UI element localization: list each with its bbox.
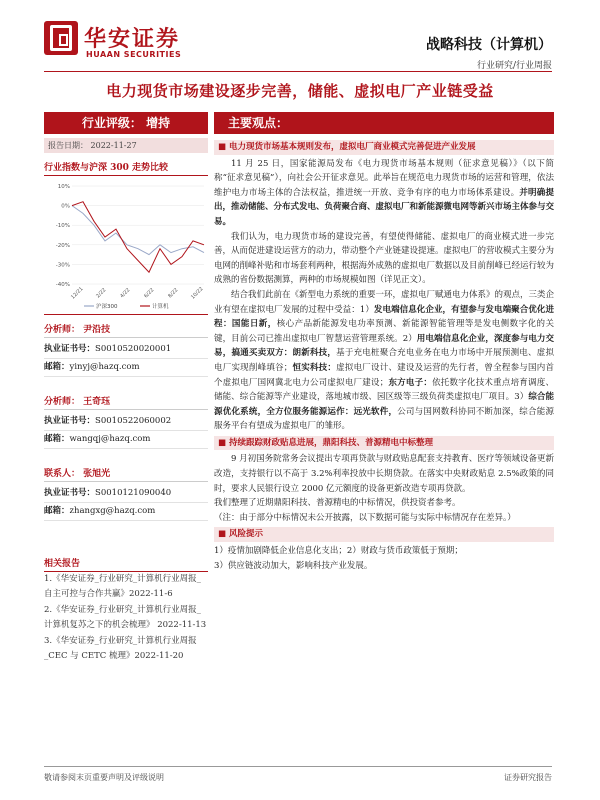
x-tick-label: 6/22 — [143, 287, 156, 300]
x-tick-label: 10/22 — [190, 286, 205, 301]
contact-email[interactable]: 邮箱：zhangxg@hazq.com — [44, 503, 208, 521]
header-category: 战略科技（计算机） — [426, 37, 552, 53]
series-line — [72, 202, 204, 273]
related-reports-list — [44, 572, 208, 665]
analyst-block-2 — [44, 394, 208, 449]
related-report-item[interactable]: 1.《华安证券_行业研究_计算机行业周报_自主可控与合作共赢》2022-11-6 — [44, 574, 201, 599]
related-report-item[interactable]: 3.《华安证券_行业研究_计算机行业周报_CEC 与 CETC 梳理》2022-11-20 — [44, 636, 197, 661]
related-report-item[interactable]: 2.《华安证券_行业研究_计算机行业周报_计算机复苏之下的机会梳理》 2022-11-13 — [44, 605, 207, 630]
header-report-type: 行业研究/行业周报 — [476, 61, 552, 71]
analyst-name-row: 分析师： 尹沿技 — [44, 322, 208, 338]
contact-cert: 执业证书号：S0010121090040 — [44, 485, 208, 503]
chart-divider — [44, 314, 208, 315]
paragraph: （注：由于部分中标情况未公开披露，以下数据可能与实际中标情况存在差异。） — [214, 512, 516, 523]
contact-name-row: 联系人： 张旭光 — [44, 466, 208, 482]
paragraph: 9 月初国务院常务会议提出专项再贷款与财政贴息配套支持教育、医疗等领域设备更新改造，支持银行以不高于 3.2%利率投放中长期贷款。在落实中央财政贴息 2.5%政策的同时，要求人民银行设立 2000 亿元额度的设备更新改造专项再贷款。 — [214, 454, 554, 494]
contact-block — [44, 466, 208, 521]
analyst-email[interactable]: 邮箱：wangqj@hazq.com — [44, 431, 208, 449]
series-line — [72, 206, 204, 255]
risk-item: 1）疫情加剧降低企业信息化支出；2）财政与货币政策低于预期； — [214, 546, 463, 557]
footer-report-type: 证券研究报告 — [504, 773, 552, 782]
x-tick-label: 2/22 — [95, 287, 108, 300]
y-tick-label: 0% — [61, 203, 70, 210]
paragraph: 我们认为，电力现货市场的建设完善，有望使得储能、虚拟电厂的商业模式进一步完善，从而促进建设运营方的动力，带动整个产业链建设提速。虚拟电厂的营收模式主要分为电网的削峰补贴和市场套利两种，根据海外成熟的虚拟电厂数据以及目前削峰已经运行较为成熟的省份数据测算，两种的市场规模如图（详见正文）。 — [214, 231, 555, 286]
logo-en: HUAAN SECURITIES — [86, 50, 182, 59]
analyst-cert: 执业证书号：S0010522060002 — [44, 413, 208, 431]
logo-cn: 华安证券 — [84, 26, 181, 52]
risk-item: 3）供应链波动加大，影响科技产业发展。 — [214, 560, 373, 571]
related-reports-heading: 相关报告 — [44, 556, 208, 572]
chart-heading: 行业指数与沪深 300 走势比较 — [44, 160, 208, 176]
y-tick-label: -20% — [55, 242, 70, 249]
chart-svg — [44, 178, 208, 314]
analyst-block-1 — [44, 322, 208, 377]
key-points-body — [214, 138, 554, 573]
analyst-name-row: 分析师： 王奇珏 — [44, 394, 208, 410]
footer-divider — [44, 766, 552, 767]
y-tick-label: -30% — [55, 262, 70, 269]
y-tick-label: -40% — [55, 282, 70, 288]
x-tick-label: 8/22 — [167, 287, 180, 300]
index-comparison-chart — [44, 178, 208, 314]
paragraph: 我们整理了近期鼎阳科技、普源精电的中标情况，供投资者参考。 — [214, 498, 461, 509]
brand-logo-icon — [44, 21, 78, 55]
analyst-email[interactable]: 邮箱：yinyj@hazq.com — [44, 359, 208, 377]
header-divider — [44, 71, 552, 72]
key-points-heading: 主要观点： — [214, 112, 554, 134]
bullet-title: ■ 风险提示 — [214, 527, 554, 542]
report-date: 报告日期： 2022-11-27 — [44, 138, 208, 153]
bullet-title: ■ 持续跟踪财政贴息进展，鼎阳科技、普源精电中标整理 — [214, 436, 554, 451]
industry-rating: 行业评级： 增持 — [44, 112, 208, 134]
legend-label: 沪深300 — [96, 304, 118, 310]
x-tick-label: 4/22 — [119, 287, 132, 300]
x-tick-label: 12/21 — [70, 286, 85, 301]
paragraph: 11 月 25 日，国家能源局发布《电力现货市场基本规则（征求意见稿）》（以下简称“征求意见稿”），向社会公开征求意见。此举旨在规范电力现货市场的运营和管理，依法维护电力市场主体的合法权益，推进统一开放、竞争有序的电力市场体系建设。并明确提出，推动储能、分布式发电、负荷聚合商、虚拟电厂和新能源微电网等新兴市场主体参与交易。 — [214, 158, 555, 227]
page-title: 电力现货市场建设逐步完善，储能、虚拟电厂产业链受益 — [106, 82, 494, 100]
legend-label: 计算机 — [152, 304, 169, 310]
bullet-title: ■ 电力现货市场基本规则发布，虚拟电厂商业模式完善促进产业发展 — [214, 140, 554, 155]
analyst-cert: 执业证书号：S0010520020001 — [44, 341, 208, 359]
footer-disclaimer[interactable]: 敬请参阅末页重要声明及评级说明 — [44, 773, 164, 782]
y-tick-label: 10% — [57, 184, 70, 190]
y-tick-label: -10% — [55, 223, 70, 230]
paragraph: 结合我们此前在《新型电力系统的重要一环，虚拟电厂赋通电力体系》的观点，三类企业有望在虚拟电厂发展的过程中受益：1）发电端信息化企业，有望参与发电端聚合优化进程：国能日新，核心产品新能源发电功率预测、新能源智能管理等是发电侧数字化的关键，目前公司已推出虚拟电厂智慧运营管理系统。2）用电端信息化企业，深度参与电力交易，搞通买卖双方：朗新科技，基于充电桩聚合充电业务在电力市场中开展预测电、虚拟电厂实现削峰填谷；恒实科技：虚拟电厂设计、建设及运营的先行者，曾全程参与国内首个虚拟电厂国网冀北电力公司虚拟电厂建设；东方电子：依托数字化技术重点培育调度、储能、综合能源等产业建设，落地城市级、园区级等三级负荷类虚拟电厂项目。3）综合能源优化系统，全方位服务能源运作：远光软件，公司与国网数科协同不断加深，综合能源服务平台有望成为虚拟电厂的雏形。 — [214, 289, 555, 432]
